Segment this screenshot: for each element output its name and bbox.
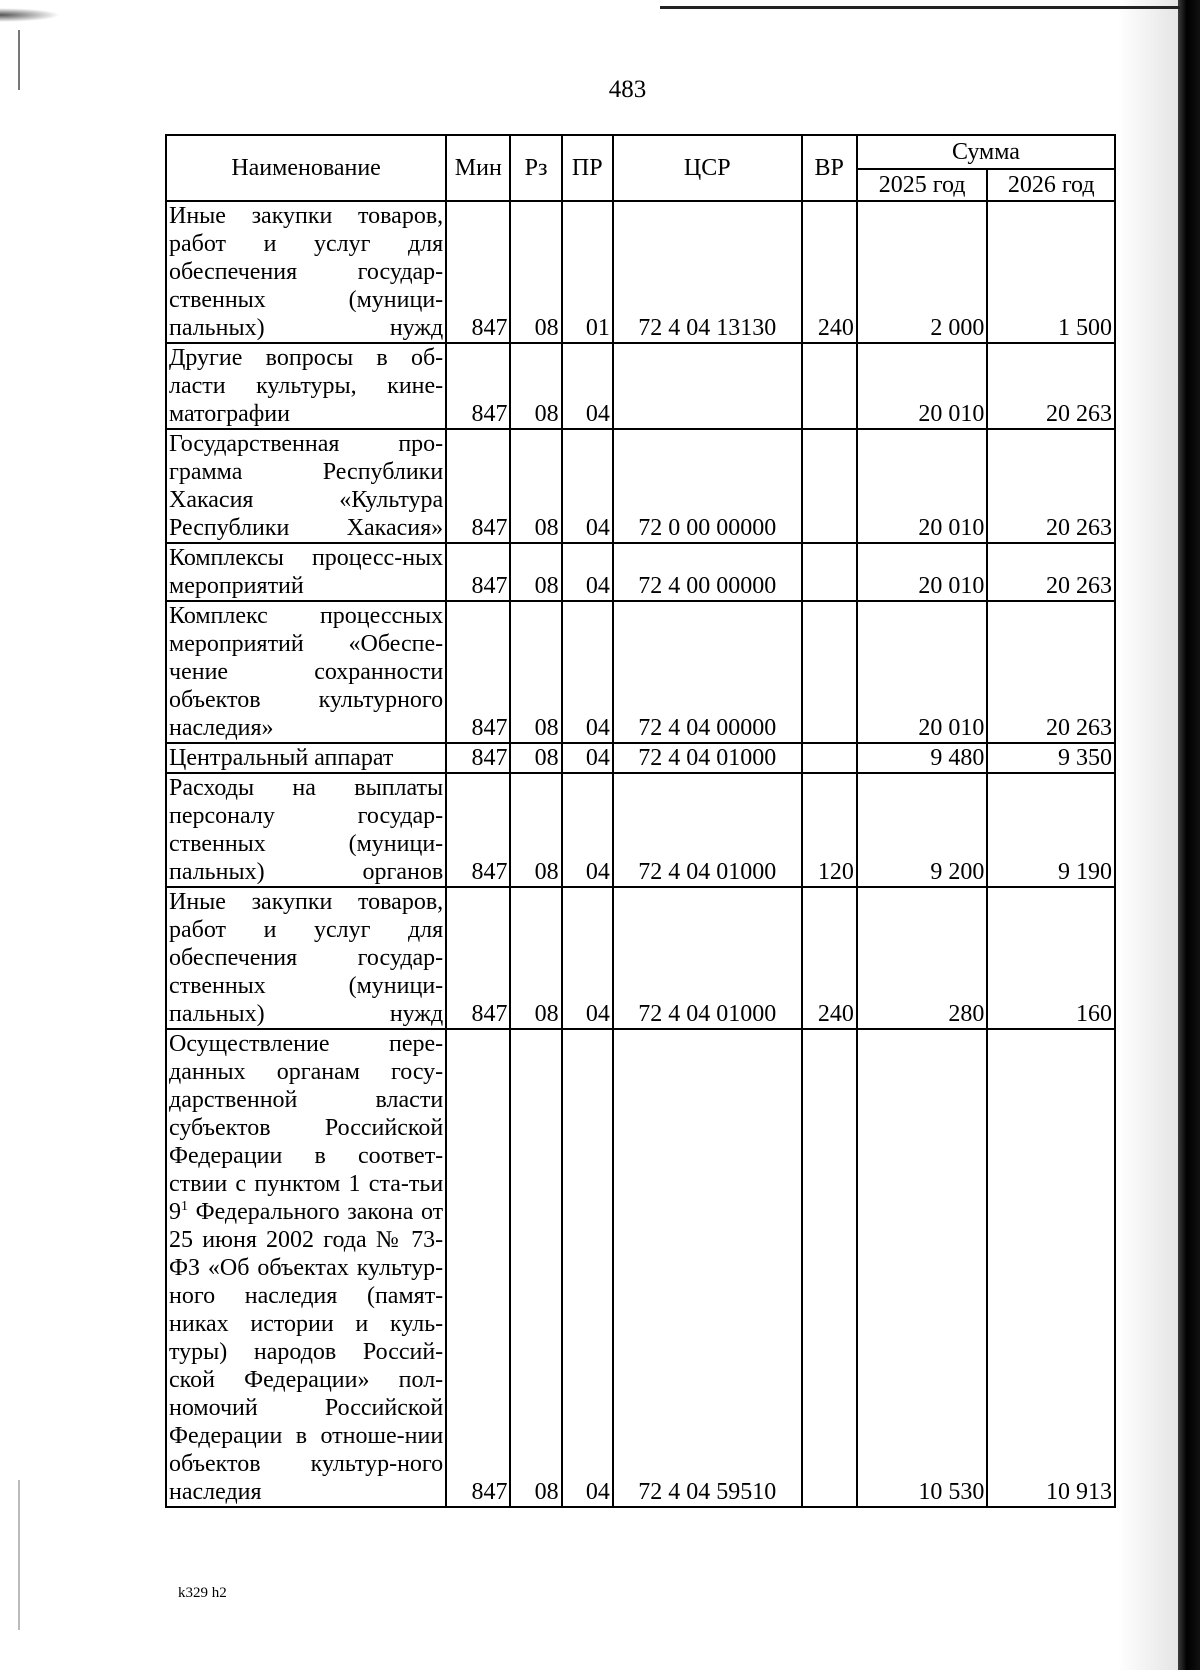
row-2025: 280 [857, 887, 988, 1029]
row-2025: 20 010 [857, 429, 988, 543]
row-csr [613, 343, 802, 429]
row-csr: 72 4 04 01000 [613, 773, 802, 887]
row-pr: 04 [562, 773, 613, 887]
row-name-part: Осуществление пере-данных органам госу-дарственной власти субъектов Российской Федерации в соответ-ствии с пунктом 1 ста-тьи 9 [169, 1031, 444, 1225]
row-min: 847 [446, 887, 510, 1029]
row-vr: 120 [802, 773, 857, 887]
row-2026: 1 500 [987, 201, 1115, 343]
row-pr: 04 [562, 343, 613, 429]
table-row [166, 201, 1115, 343]
row-name-part: Федерального закона от 25 июня 2002 года № 73-ФЗ «Об объектах культур-ного наследия (памят-никах истории и куль-туры) народов Россий-ской Федерации» пол-номочий Российской Федерации в отноше-нии объектов культур-ного наследия [169, 1199, 444, 1505]
row-csr: 72 0 00 00000 [613, 429, 802, 543]
row-2025: 20 010 [857, 343, 988, 429]
page-number: 483 [608, 76, 647, 103]
row-rz: 08 [510, 773, 561, 887]
table-row [166, 887, 1115, 1029]
table-row [166, 1029, 1115, 1507]
row-pr: 04 [562, 887, 613, 1029]
row-pr: 04 [562, 1029, 613, 1507]
row-vr [802, 343, 857, 429]
footer-code: k329 h2 [178, 1585, 227, 1601]
row-rz: 08 [510, 201, 561, 343]
row-2026: 20 263 [987, 429, 1115, 543]
row-2025: 10 530 [857, 1029, 988, 1507]
row-rz: 08 [510, 743, 561, 773]
row-rz: 08 [510, 543, 561, 601]
row-csr: 72 4 04 13130 [613, 201, 802, 343]
row-rz: 08 [510, 1029, 561, 1507]
row-pr: 01 [562, 201, 613, 343]
row-2026: 20 263 [987, 543, 1115, 601]
row-vr [802, 1029, 857, 1507]
header-2026: 2026 год [987, 169, 1115, 201]
row-2025: 20 010 [857, 543, 988, 601]
header-name: Наименование [166, 135, 446, 201]
row-2026: 20 263 [987, 343, 1115, 429]
scan-edge-shadow [1178, 0, 1200, 1670]
row-rz: 08 [510, 429, 561, 543]
header-sum: Сумма [857, 135, 1115, 169]
row-name: Расходы на выплаты персоналу государ-ственных (муници-пальных) органов [166, 773, 446, 887]
header-rz: Рз [510, 135, 561, 201]
row-csr: 72 4 04 01000 [613, 743, 802, 773]
row-vr: 240 [802, 887, 857, 1029]
row-pr: 04 [562, 429, 613, 543]
superscript: 1 [181, 1199, 188, 1214]
row-vr [802, 601, 857, 743]
row-min: 847 [446, 601, 510, 743]
row-name: Иные закупки товаров, работ и услуг для обеспечения государ-ственных (муници-пальных) нужд [166, 887, 446, 1029]
row-vr [802, 543, 857, 601]
row-vr [802, 743, 857, 773]
row-csr: 72 4 04 00000 [613, 601, 802, 743]
row-rz: 08 [510, 887, 561, 1029]
scan-smudge [0, 8, 60, 22]
header-pr: ПР [562, 135, 613, 201]
row-min: 847 [446, 201, 510, 343]
row-min: 847 [446, 1029, 510, 1507]
scan-left-mark [18, 1480, 20, 1630]
row-vr: 240 [802, 201, 857, 343]
row-2025: 9 480 [857, 743, 988, 773]
row-2026: 10 913 [987, 1029, 1115, 1507]
row-2026: 160 [987, 887, 1115, 1029]
row-csr: 72 4 04 59510 [613, 1029, 802, 1507]
table-row [166, 343, 1115, 429]
row-name: Государственная про-грамма Республики Хакасия «Культура Республики Хакасия» [166, 429, 446, 543]
row-2025: 9 200 [857, 773, 988, 887]
row-name: Другие вопросы в об-ласти культуры, кине-матографии [166, 343, 446, 429]
row-pr: 04 [562, 743, 613, 773]
row-2026: 20 263 [987, 601, 1115, 743]
row-min: 847 [446, 773, 510, 887]
row-csr: 72 4 04 01000 [613, 887, 802, 1029]
table-row [166, 429, 1115, 543]
row-min: 847 [446, 343, 510, 429]
row-name: Центральный аппарат [166, 743, 446, 773]
budget-table [165, 134, 1116, 1508]
header-vr: ВР [802, 135, 857, 201]
row-name [166, 1029, 446, 1507]
table-row [166, 601, 1115, 743]
row-min: 847 [446, 543, 510, 601]
row-2026: 9 350 [987, 743, 1115, 773]
header-csr: ЦСР [613, 135, 802, 201]
table-row [166, 773, 1115, 887]
scan-edge-fade [1118, 0, 1178, 1670]
row-vr [802, 429, 857, 543]
row-rz: 08 [510, 343, 561, 429]
row-min: 847 [446, 429, 510, 543]
table-row [166, 543, 1115, 601]
row-rz: 08 [510, 601, 561, 743]
row-pr: 04 [562, 543, 613, 601]
table-row [166, 743, 1115, 773]
header-min: Мин [446, 135, 510, 201]
row-name: Комплексы процесс-ных мероприятий [166, 543, 446, 601]
row-name: Иные закупки товаров, работ и услуг для обеспечения государ-ственных (муници-пальных) нужд [166, 201, 446, 343]
row-csr: 72 4 00 00000 [613, 543, 802, 601]
header-2025: 2025 год [857, 169, 988, 201]
row-2025: 2 000 [857, 201, 988, 343]
scan-top-line [660, 6, 1180, 9]
row-min: 847 [446, 743, 510, 773]
row-pr: 04 [562, 601, 613, 743]
row-2026: 9 190 [987, 773, 1115, 887]
row-name: Комплекс процессных мероприятий «Обеспе-чение сохранности объектов культурного наследия» [166, 601, 446, 743]
row-2025: 20 010 [857, 601, 988, 743]
